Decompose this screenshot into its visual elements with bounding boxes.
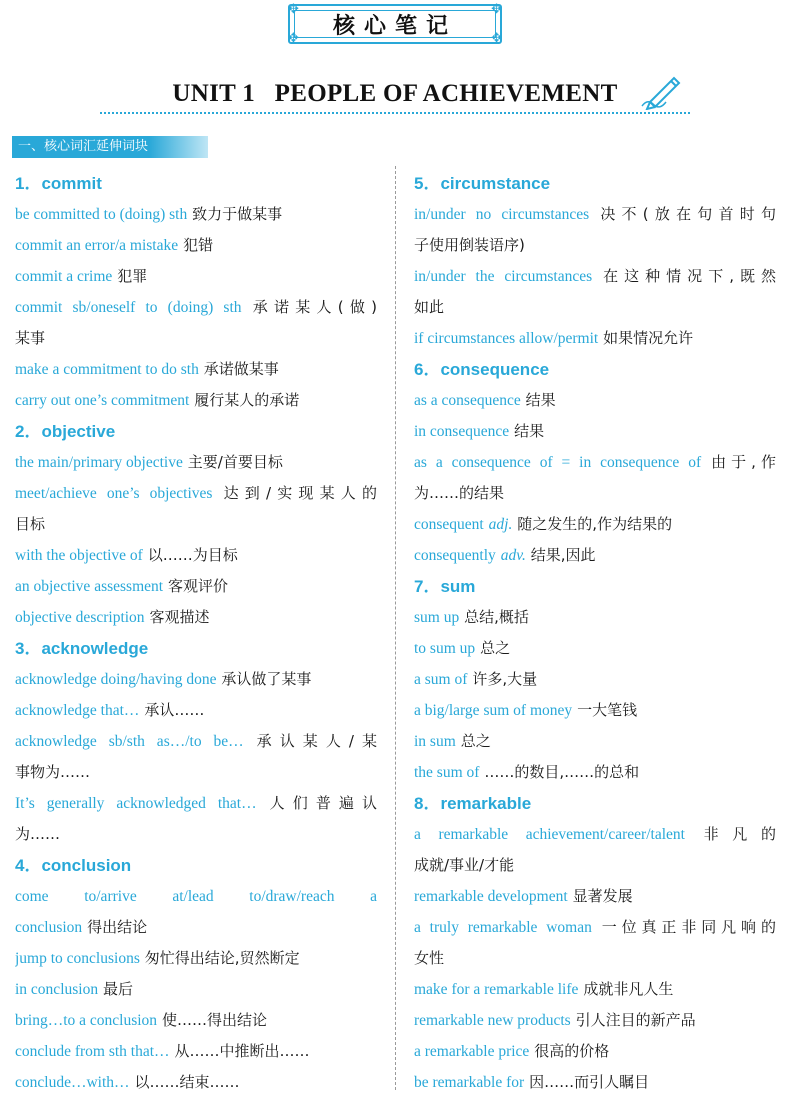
english-phrase: consequently bbox=[414, 547, 496, 564]
phrase-entry bbox=[414, 912, 776, 943]
header-title: 核心笔记 bbox=[332, 13, 457, 39]
chinese-meaning: 致力于做某事 bbox=[192, 205, 283, 223]
english-phrase: make for a remarkable life bbox=[414, 981, 579, 998]
phrase-entry bbox=[15, 695, 377, 726]
vocab-heading bbox=[414, 168, 776, 199]
phrase-entry bbox=[414, 1036, 776, 1067]
phrase-entry bbox=[414, 757, 776, 788]
english-phrase: acknowledge sb/sth as…/to be… bbox=[15, 733, 244, 750]
phrase-entry bbox=[414, 664, 776, 695]
vocab-heading bbox=[15, 416, 377, 447]
english-phrase: a remarkable price bbox=[414, 1043, 530, 1060]
vocab-heading bbox=[15, 633, 377, 664]
phrase-entry bbox=[15, 447, 377, 478]
pen-icon bbox=[640, 72, 684, 110]
part-of-speech: adj. bbox=[488, 516, 513, 533]
phrase-entry bbox=[15, 1036, 377, 1067]
section-label: 一、核心词汇延伸词块 bbox=[12, 136, 208, 158]
phrase-entry bbox=[15, 819, 377, 850]
english-phrase: in conclusion bbox=[15, 981, 99, 998]
chinese-meaning: 以……为目标 bbox=[147, 546, 238, 564]
english-phrase: bring…to a conclusion bbox=[15, 1012, 158, 1029]
phrase-entry bbox=[414, 261, 776, 292]
english-phrase: be remarkable for bbox=[414, 1074, 525, 1091]
phrase-entry bbox=[15, 385, 377, 416]
phrase-entry bbox=[15, 292, 377, 323]
english-phrase: in sum bbox=[414, 733, 456, 750]
chinese-meaning: 一位真正非同凡响的 bbox=[601, 918, 776, 936]
column-divider bbox=[395, 166, 396, 1090]
right-column bbox=[414, 168, 776, 1098]
phrase-entry bbox=[414, 943, 776, 974]
chinese-meaning: 总之 bbox=[460, 732, 491, 750]
phrase-entry bbox=[414, 230, 776, 261]
chinese-meaning: 非凡的 bbox=[703, 825, 776, 843]
chinese-meaning: 结果 bbox=[514, 422, 545, 440]
english-phrase: if circumstances allow/permit bbox=[414, 330, 599, 347]
vocab-heading bbox=[414, 788, 776, 819]
phrase-entry bbox=[414, 695, 776, 726]
phrase-entry bbox=[414, 447, 776, 478]
phrase-entry bbox=[15, 788, 377, 819]
vocab-heading-text: 1．commit bbox=[15, 174, 102, 193]
english-phrase: be committed to (doing) sth bbox=[15, 206, 188, 223]
english-phrase: consequent bbox=[414, 516, 484, 533]
phrase-entry bbox=[414, 819, 776, 850]
vocab-heading-text: 3．acknowledge bbox=[15, 639, 149, 658]
english-phrase: a big/large sum of money bbox=[414, 702, 573, 719]
corner-ornament-icon: ✥ bbox=[491, 31, 502, 46]
phrase-entry bbox=[414, 726, 776, 757]
chinese-meaning: 以……结束…… bbox=[134, 1073, 240, 1091]
english-phrase: a truly remarkable woman bbox=[414, 919, 592, 936]
chinese-meaning: 总结,概括 bbox=[464, 608, 529, 626]
vocab-heading-text: 8．remarkable bbox=[414, 794, 532, 813]
english-phrase: commit a crime bbox=[15, 268, 113, 285]
phrase-entry bbox=[15, 881, 377, 912]
chinese-meaning: 得出结论 bbox=[87, 918, 148, 936]
english-phrase: as a consequence of = in consequence of bbox=[414, 454, 702, 471]
chinese-meaning: 如此 bbox=[414, 298, 445, 316]
english-phrase: It’s generally acknowledged that… bbox=[15, 795, 257, 812]
phrase-entry bbox=[15, 974, 377, 1005]
phrase-entry bbox=[414, 850, 776, 881]
phrase-entry bbox=[15, 726, 377, 757]
chinese-meaning: ……的数目,……的总和 bbox=[484, 763, 640, 781]
chinese-meaning: 承诺做某事 bbox=[203, 360, 279, 378]
part-of-speech: adv. bbox=[500, 547, 526, 564]
phrase-entry bbox=[414, 1067, 776, 1098]
phrase-entry bbox=[414, 478, 776, 509]
english-phrase: the sum of bbox=[414, 764, 480, 781]
phrase-entry bbox=[15, 1067, 377, 1098]
chinese-meaning: 在这种情况下,既然 bbox=[603, 267, 776, 285]
corner-ornament-icon: ✥ bbox=[491, 2, 502, 17]
chinese-meaning: 承诺某人(做) bbox=[252, 298, 377, 316]
phrase-entry bbox=[15, 602, 377, 633]
chinese-meaning: 事物为…… bbox=[15, 763, 91, 781]
vocab-heading bbox=[414, 354, 776, 385]
phrase-entry bbox=[414, 416, 776, 447]
chinese-meaning: 承认做了某事 bbox=[221, 670, 312, 688]
english-phrase: acknowledge doing/having done bbox=[15, 671, 217, 688]
english-phrase: an objective assessment bbox=[15, 578, 164, 595]
chinese-meaning: 某事 bbox=[15, 329, 46, 347]
vocab-heading-text: 6．consequence bbox=[414, 360, 550, 379]
english-phrase: conclusion bbox=[15, 919, 83, 936]
phrase-entry bbox=[15, 664, 377, 695]
english-phrase: as a consequence bbox=[414, 392, 521, 409]
chinese-meaning: 为…… bbox=[15, 825, 61, 843]
phrase-entry bbox=[15, 757, 377, 788]
phrase-entry bbox=[15, 354, 377, 385]
chinese-meaning: 从……中推断出…… bbox=[174, 1042, 310, 1060]
phrase-entry bbox=[414, 540, 776, 571]
chinese-meaning: 很高的价格 bbox=[534, 1042, 610, 1060]
english-phrase: remarkable development bbox=[414, 888, 568, 905]
phrase-entry bbox=[414, 323, 776, 354]
header-banner bbox=[288, 4, 502, 44]
phrase-entry bbox=[414, 1005, 776, 1036]
chinese-meaning: 履行某人的承诺 bbox=[194, 391, 300, 409]
chinese-meaning: 最后 bbox=[103, 980, 134, 998]
phrase-entry bbox=[15, 199, 377, 230]
chinese-meaning: 由于,作 bbox=[711, 453, 776, 471]
english-phrase: sum up bbox=[414, 609, 460, 626]
chinese-meaning: 承认…… bbox=[144, 701, 205, 719]
english-phrase: to sum up bbox=[414, 640, 476, 657]
english-phrase: a remarkable achievement/career/talent bbox=[414, 826, 685, 843]
corner-ornament-icon: ✥ bbox=[288, 31, 299, 46]
chinese-meaning: 目标 bbox=[15, 515, 46, 533]
phrase-entry bbox=[15, 1005, 377, 1036]
phrase-entry bbox=[414, 974, 776, 1005]
english-phrase: come to/arrive at/lead to/draw/reach a bbox=[15, 888, 377, 905]
chinese-meaning: 决不(放在句首时句 bbox=[600, 205, 776, 223]
vocab-heading bbox=[15, 168, 377, 199]
chinese-meaning: 许多,大量 bbox=[472, 670, 538, 688]
phrase-entry bbox=[15, 261, 377, 292]
phrase-entry bbox=[414, 633, 776, 664]
english-phrase: the main/primary objective bbox=[15, 454, 183, 471]
chinese-meaning: 因……而引人瞩目 bbox=[529, 1073, 650, 1091]
phrase-entry bbox=[414, 881, 776, 912]
english-phrase: meet/achieve one’s objectives bbox=[15, 485, 213, 502]
chinese-meaning: 达到/实现某人的 bbox=[223, 484, 377, 502]
chinese-meaning: 总之 bbox=[480, 639, 511, 657]
phrase-entry bbox=[15, 323, 377, 354]
chinese-meaning: 客观评价 bbox=[168, 577, 229, 595]
chinese-meaning: 人们普遍认 bbox=[269, 794, 377, 812]
chinese-meaning: 客观描述 bbox=[149, 608, 210, 626]
chinese-meaning: 引人注目的新产品 bbox=[575, 1011, 696, 1029]
chinese-meaning: 主要/首要目标 bbox=[187, 453, 283, 471]
phrase-entry bbox=[414, 292, 776, 323]
english-phrase: make a commitment to do sth bbox=[15, 361, 199, 378]
vocab-heading-text: 2．objective bbox=[15, 422, 116, 441]
vocab-heading-text: 4．conclusion bbox=[15, 856, 132, 875]
chinese-meaning: 为……的结果 bbox=[414, 484, 505, 502]
chinese-meaning: 如果情况允许 bbox=[603, 329, 694, 347]
phrase-entry bbox=[414, 509, 776, 540]
english-phrase: objective description bbox=[15, 609, 145, 626]
chinese-meaning: 犯罪 bbox=[117, 267, 148, 285]
english-phrase: a sum of bbox=[414, 671, 468, 688]
chinese-meaning: 显著发展 bbox=[572, 887, 633, 905]
chinese-meaning: 女性 bbox=[414, 949, 445, 967]
chinese-meaning: 承认某人/某 bbox=[256, 732, 377, 750]
english-phrase: in/under no circumstances bbox=[414, 206, 590, 223]
chinese-meaning: 犯错 bbox=[183, 236, 214, 254]
chinese-meaning: 结果 bbox=[525, 391, 556, 409]
corner-ornament-icon: ✥ bbox=[288, 2, 299, 17]
phrase-entry bbox=[15, 230, 377, 261]
phrase-entry bbox=[414, 385, 776, 416]
english-phrase: with the objective of bbox=[15, 547, 143, 564]
left-column bbox=[15, 168, 377, 1098]
english-phrase: commit an error/a mistake bbox=[15, 237, 179, 254]
phrase-entry bbox=[15, 540, 377, 571]
english-phrase: conclude from sth that… bbox=[15, 1043, 170, 1060]
english-phrase: conclude…with… bbox=[15, 1074, 130, 1091]
english-phrase: remarkable new products bbox=[414, 1012, 571, 1029]
phrase-entry bbox=[15, 571, 377, 602]
phrase-entry bbox=[15, 943, 377, 974]
vocab-heading-text: 7．sum bbox=[414, 577, 476, 596]
english-phrase: in consequence bbox=[414, 423, 510, 440]
vocab-heading bbox=[414, 571, 776, 602]
english-phrase: jump to conclusions bbox=[15, 950, 140, 967]
chinese-meaning: 成就非凡人生 bbox=[583, 980, 674, 998]
phrase-entry bbox=[414, 602, 776, 633]
chinese-meaning: 子使用倒装语序) bbox=[414, 236, 525, 254]
chinese-meaning: 一大笔钱 bbox=[577, 701, 638, 719]
vocab-heading-text: 5．circumstance bbox=[414, 174, 551, 193]
chinese-meaning: 结果,因此 bbox=[530, 546, 596, 564]
english-phrase: carry out one’s commitment bbox=[15, 392, 190, 409]
title-underline bbox=[100, 112, 690, 114]
unit-title: UNIT 1 PEOPLE OF ACHIEVEMENT bbox=[172, 80, 618, 107]
phrase-entry bbox=[15, 509, 377, 540]
phrase-entry bbox=[15, 912, 377, 943]
chinese-meaning: 使……得出结论 bbox=[162, 1011, 268, 1029]
english-phrase: in/under the circumstances bbox=[414, 268, 593, 285]
english-phrase: commit sb/oneself to (doing) sth bbox=[15, 299, 242, 316]
vocab-heading bbox=[15, 850, 377, 881]
chinese-meaning: 匆忙得出结论,贸然断定 bbox=[144, 949, 300, 967]
phrase-entry bbox=[414, 199, 776, 230]
chinese-meaning: 随之发生的,作为结果的 bbox=[517, 515, 673, 533]
english-phrase: acknowledge that… bbox=[15, 702, 140, 719]
chinese-meaning: 成就/事业/才能 bbox=[414, 856, 515, 874]
phrase-entry bbox=[15, 478, 377, 509]
